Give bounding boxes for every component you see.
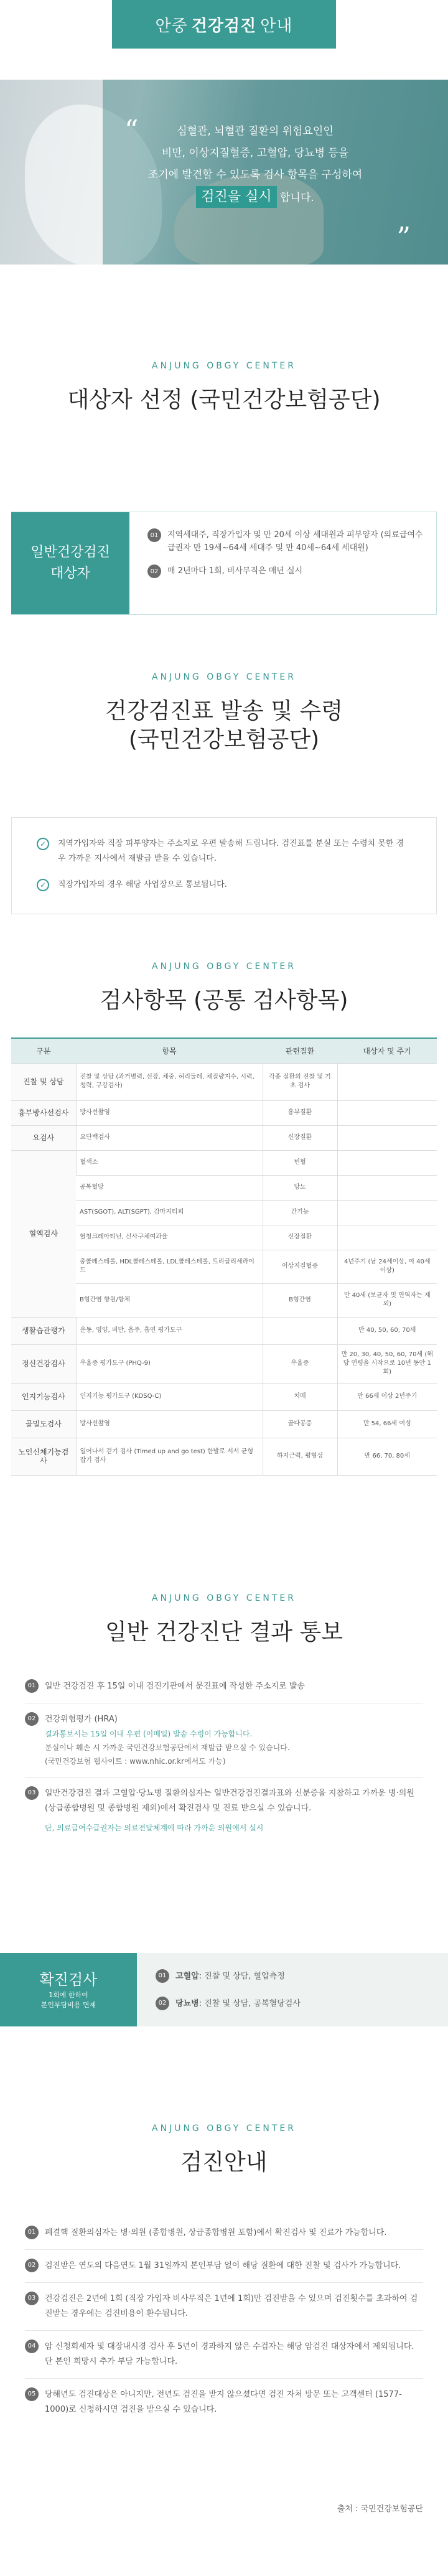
- table-row: [11, 1410, 437, 1438]
- target-label-line-1: 일반건강검진: [30, 545, 110, 560]
- list-item: [25, 2379, 423, 2426]
- list-item: [37, 878, 411, 892]
- hero-line-3: 조기에 발견할 수 있도록 검사 항목을 구성하여: [147, 169, 363, 181]
- table-cell: [337, 1125, 437, 1150]
- number-badge: 02: [25, 1712, 39, 1726]
- exam-table: [11, 1037, 437, 1476]
- table-cell: 운동, 영양, 비만, 음주, 흡연 평가도구: [76, 1317, 263, 1344]
- table-cell: 방사선촬영: [76, 1410, 263, 1438]
- table-cell: 총콜레스테롤, HDL콜레스테롤, LDL콜레스테롤, 트리글리세라이드: [76, 1250, 263, 1283]
- table-header-row: [11, 1038, 437, 1063]
- table-row: [11, 1063, 437, 1100]
- list-item-text: 당해년도 검진대상은 아니지만, 전년도 검진을 받지 않으셨다면 검진 자처 방문 또는 고객센터 (1577-1000)로 신청하시면 검진을 받으실 수 있습니다.: [45, 2390, 402, 2414]
- table-row: [11, 1317, 437, 1344]
- confirm-items: [156, 1969, 301, 2024]
- target-items: [147, 528, 427, 588]
- check-circle-icon: ✓: [37, 879, 49, 891]
- close-quote-icon: ”: [396, 222, 411, 253]
- hero-tail: 합니다.: [280, 192, 314, 204]
- number-badge: 01: [25, 2226, 39, 2239]
- brand-eyebrow: ANJUNG OBGY CENTER: [152, 1593, 296, 1603]
- list-item: [156, 1969, 301, 1984]
- section-title-mail-line-1: 건강검진표 발송 및 수령: [105, 698, 343, 724]
- check-circle-icon: ✓: [37, 838, 49, 850]
- table-cell: 빈혈: [263, 1150, 337, 1175]
- number-badge: 02: [147, 564, 161, 578]
- confirm-item-text: : 진찰 및 상담, 공복혈당검사: [198, 1999, 301, 2008]
- table-cell: 방사선촬영: [76, 1100, 263, 1125]
- header-prefix: 안중: [155, 16, 188, 35]
- table-cell: 골다공증: [263, 1410, 337, 1438]
- table-cell: 각종 질환의 진찰 및 기초 검사: [263, 1063, 337, 1100]
- list-item-text: 직장가입자의 경우 해당 사업장으로 통보됩니다.: [58, 880, 227, 889]
- table-header: 대상자 및 주기: [337, 1038, 437, 1063]
- table-cell: 4년주기 (남 24세이상, 여 40세이상): [337, 1250, 437, 1283]
- number-badge: 01: [156, 1969, 169, 1983]
- table-row: [11, 1383, 437, 1410]
- result-sub-note: (국민건강보험 웹사이트 : www.nhic.or.kr에서도 가능): [45, 1757, 226, 1766]
- list-item: [25, 2283, 423, 2331]
- confirm-item-bold: 당뇨병: [175, 1999, 199, 2008]
- number-badge: 04: [25, 2339, 39, 2353]
- section-title-mail: [0, 697, 448, 754]
- confirm-item-bold: 고혈압: [175, 1972, 199, 1981]
- section-title-target: 대상자 선정 (국민건강보험공단): [67, 387, 381, 413]
- list-item-text: 일반 건강검진 후 15일 이내 검진기관에서 문진표에 작성한 주소지로 발송: [45, 1682, 305, 1691]
- list-item-text: 일반건강검진 결과 고혈압·당뇨병 질환의심자는 일반건강검진결과표와 신분증을 지참하고 가까운 병·의원 (상급종합병원 및 종합병원 제외)에서 확진검사 및 진료 받으실 수 있습니다.: [45, 1789, 414, 1813]
- list-item-text: 암 신청회세자 및 대장내시경 검사 후 5년이 경과하지 않은 수검자는 해당 암검진 대상자에서 제외됩니다. 단 본인 희망시 추가 부담 가능합니다.: [45, 2342, 414, 2366]
- table-cell: [337, 1175, 437, 1200]
- table-cell: [337, 1225, 437, 1250]
- table-cell: B형간염: [263, 1283, 337, 1317]
- table-row: [11, 1344, 437, 1383]
- number-badge: 01: [147, 528, 161, 542]
- header-suffix: 안내: [260, 16, 293, 35]
- list-item: [25, 2217, 423, 2250]
- table-row: [11, 1100, 437, 1125]
- table-cell: 공복혈당: [76, 1175, 263, 1200]
- table-cell: 신장질환: [263, 1125, 337, 1150]
- table-cell: 진찰 및 상담: [11, 1063, 76, 1100]
- number-badge: 05: [25, 2387, 39, 2401]
- table-cell: 인지기능검사: [11, 1383, 76, 1410]
- table-row: [11, 1150, 437, 1175]
- list-item-text: 검진받은 연도의 다음연도 1월 31일까지 본인부담 없이 해당 질환에 대한 진찰 및 검사가 가능합니다.: [45, 2261, 401, 2270]
- section-title-mail-line-2: (국민건강보험공단): [128, 727, 320, 752]
- hero-line-4: [112, 186, 398, 209]
- list-item: [25, 1679, 423, 1703]
- table-cell: 흉부방사선검사: [11, 1100, 76, 1125]
- result-sub-note: 단, 의료급여수급권자는 의료전달체계에 따라 가까운 의원에서 실시: [45, 1824, 264, 1832]
- result-sub-note: 분실이나 훼손 시 가까운 국민건강보험공단에서 재발급 받으실 수 있습니다.: [45, 1743, 290, 1752]
- table-cell: 노인신체기능검사: [11, 1438, 76, 1475]
- table-cell: 만 40, 50, 60, 70세: [337, 1317, 437, 1344]
- target-label: [11, 512, 129, 614]
- table-cell: 인지기능 평가도구 (KDSQ-C): [76, 1383, 263, 1410]
- confirm-box: [0, 1953, 448, 2026]
- list-item: [147, 528, 427, 555]
- table-cell: 요검사: [11, 1125, 76, 1150]
- hero-banner: [0, 80, 448, 265]
- table-cell: 간기능: [263, 1200, 337, 1225]
- list-item-text: 건강위험평가 (HRA): [45, 1715, 118, 1724]
- table-cell: 이상지질혈증: [263, 1250, 337, 1283]
- table-cell: 정신건강검사: [11, 1344, 76, 1383]
- guide-list: [25, 2217, 423, 2426]
- table-cell: 신장질환: [263, 1225, 337, 1250]
- list-item: [147, 564, 427, 578]
- table-cell: [337, 1150, 437, 1175]
- hero-line-1: 심혈관, 뇌혈관 질환의 위험요인인: [177, 125, 334, 138]
- hero-highlight: 검진을 실시: [196, 186, 276, 208]
- table-cell: 만 54, 66세 여성: [337, 1410, 437, 1438]
- table-cell: [337, 1063, 437, 1100]
- table-row: [11, 1438, 437, 1475]
- hero-line-2: 비만, 이상지질혈증, 고혈압, 당뇨병 등을: [161, 147, 349, 159]
- number-badge: 03: [25, 1786, 39, 1800]
- table-cell: 혈청크레아티닌, 신사구체여과율: [76, 1225, 263, 1250]
- list-item: [25, 1786, 423, 1816]
- brand-eyebrow: ANJUNG OBGY CENTER: [152, 672, 296, 682]
- table-cell: [337, 1200, 437, 1225]
- table-cell: 혈색소: [76, 1150, 263, 1175]
- list-item-text: 폐결핵 질환의심자는 병·의원 (종합병원, 상급종합병원 포함)에서 확진검사 및 진료가 가능합니다.: [45, 2228, 387, 2237]
- list-item-text: 매 2년마다 1회, 비사무직은 매년 실시: [167, 566, 303, 576]
- list-item: [25, 2331, 423, 2379]
- confirm-item-text: : 진찰 및 상담, 혈압측정: [198, 1972, 285, 1981]
- number-badge: 02: [156, 1997, 169, 2010]
- table-cell: B형간염 항원/항체: [76, 1283, 263, 1317]
- hero-text: [112, 121, 398, 209]
- section-title-guide: 검진안내: [180, 2150, 268, 2175]
- open-quote-icon: “: [124, 115, 139, 146]
- table-cell: 치매: [263, 1383, 337, 1410]
- target-box: [11, 512, 437, 615]
- table-cell: 일어나서 걷기 검사 (Timed up and go test) 한발로 서서 균형잡기 검사: [76, 1438, 263, 1475]
- target-label-line-2: 대상자: [50, 566, 90, 581]
- table-cell: 만 66세 이상 2년주기: [337, 1383, 437, 1410]
- table-cell: 생활습관평가: [11, 1317, 76, 1344]
- list-item: [25, 2250, 423, 2283]
- section-title-result: 일반 건강진단 결과 통보: [105, 1619, 343, 1645]
- table-header: 관련질환: [263, 1038, 337, 1063]
- table-cell: 혈액검사: [11, 1150, 76, 1317]
- confirm-label: [0, 1953, 137, 2026]
- confirm-sub-2: 본인부담비용 면제: [40, 2001, 96, 2009]
- section-title-exam: 검사항목 (공통 검사항목): [100, 988, 348, 1013]
- result-list: [25, 1679, 423, 1835]
- table-cell: 우울증 평가도구 (PHQ-9): [76, 1344, 263, 1383]
- list-item: [37, 836, 411, 866]
- table-cell: 하지근력, 평형성: [263, 1438, 337, 1475]
- table-cell: 만 66, 70, 80세: [337, 1438, 437, 1475]
- table-cell: 우울증: [263, 1344, 337, 1383]
- header-bold: 건강검진: [191, 16, 257, 35]
- list-item-text: 지역세대주, 직장가입자 및 만 20세 이상 세대원과 피부양자 (의료급여수급권자 만 19세~64세 세대주 및 만 40세~64세 세대원): [167, 530, 423, 553]
- page-header-tab: [112, 0, 336, 49]
- table-cell: 진찰 및 상담 (과거병력, 신장, 체중, 허리둘레, 체질량지수, 시력, 청력, 구강검사): [76, 1063, 263, 1100]
- list-item: [25, 1712, 423, 1727]
- result-sub-note: 결과통보서는 15일 이내 우편 (이메일) 발송 수령이 가능합니다.: [45, 1730, 253, 1738]
- table-header: 항목: [76, 1038, 263, 1063]
- table-cell: [337, 1100, 437, 1125]
- brand-eyebrow: ANJUNG OBGY CENTER: [152, 2124, 296, 2133]
- list-item: [156, 1997, 301, 2012]
- confirm-title: 확진검사: [39, 1971, 98, 1988]
- number-badge: 01: [25, 1679, 39, 1693]
- table-cell: 흉부질환: [263, 1100, 337, 1125]
- number-badge: 02: [25, 2259, 39, 2272]
- source-note: 출처 : 국민건강보험공단: [337, 2504, 423, 2514]
- list-item-text: 지역가입자와 직장 피부양자는 주소지로 우편 발송해 드립니다. 검진표를 분실 또는 수령치 못한 경우 가까운 지사에서 재발급 받을 수 있습니다.: [58, 839, 404, 863]
- brand-eyebrow: ANJUNG OBGY CENTER: [152, 962, 296, 972]
- table-row: [11, 1125, 437, 1150]
- table-cell: 당뇨: [263, 1175, 337, 1200]
- table-cell: 만 20, 30, 40, 50, 60, 70세 (해당 연령을 시작으로 10년 동안 1회): [337, 1344, 437, 1383]
- table-header: 구분: [11, 1038, 76, 1063]
- confirm-sub-1: 1회에 한하여: [49, 1991, 88, 1999]
- list-item-text: 건강검진은 2년에 1회 (직장 가입자 비사무직은 1년에 1회)만 검진받을 수 있으며 검진횟수를 초과하여 검진받는 경우에는 검진비용이 환수됩니다.: [45, 2294, 418, 2318]
- table-cell: AST(SGOT), ALT(SGPT), 감마지티피: [76, 1200, 263, 1225]
- brand-eyebrow: ANJUNG OBGY CENTER: [152, 361, 296, 371]
- number-badge: 03: [25, 2292, 39, 2305]
- mail-box: [11, 817, 437, 914]
- table-cell: 골밀도검사: [11, 1410, 76, 1438]
- table-cell: [263, 1317, 337, 1344]
- table-cell: 만 40세 (보균자 및 면역자는 제외): [337, 1283, 437, 1317]
- table-cell: 요단백검사: [76, 1125, 263, 1150]
